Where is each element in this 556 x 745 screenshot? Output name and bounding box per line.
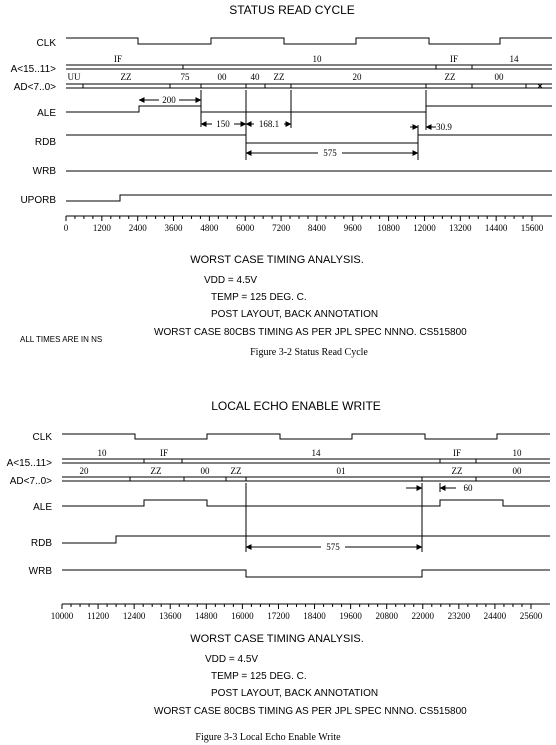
analysis-vdd: VDD = 4.5V	[205, 654, 259, 665]
ad-label: 00	[217, 72, 227, 82]
axis-tick-label: 9600	[343, 223, 362, 233]
rdb-waveform	[62, 536, 550, 543]
wrb-waveform	[62, 570, 550, 577]
figure-status-read-cycle	[11, 3, 552, 358]
signal-label-ale: ALE	[37, 108, 56, 119]
analysis-block	[20, 254, 467, 344]
axis-tick-label: 18400	[303, 611, 326, 621]
analysis-block	[154, 633, 467, 717]
axis-tick-label: 13200	[449, 223, 472, 233]
ale-waveform	[62, 500, 550, 506]
signal-label-wrb: WRB	[32, 166, 56, 177]
analysis-spec: WORST CASE 80CBS TIMING AS PER JPL SPEC NNNO. CS515800	[154, 327, 467, 338]
axis-tick-label: 7200	[272, 223, 291, 233]
ad-bus-waveform	[62, 477, 550, 481]
ad-label: ZZ	[120, 72, 132, 82]
addr-bus-waveform	[66, 65, 552, 69]
signal-label-clk: CLK	[36, 38, 56, 49]
addr-label: 10	[312, 54, 322, 64]
figure-local-echo-enable-write	[7, 399, 550, 743]
addr-label: 14	[311, 448, 321, 458]
axis-ticks	[62, 604, 531, 609]
ad-label: 00	[512, 466, 522, 476]
signal-label-uporb: UPORB	[20, 195, 56, 206]
figure2-caption: Figure 3-3 Local Echo Enable Write	[195, 732, 341, 743]
analysis-temp: TEMP = 125 DEG. C.	[211, 292, 307, 303]
axis-tick-label: 13600	[158, 611, 182, 621]
annotation-168: 168.1	[258, 119, 280, 129]
axis-tick-label: 15600	[520, 223, 544, 233]
axis-tick-labels	[64, 223, 544, 233]
axis-tick-label: 10000	[50, 611, 74, 621]
ad-label: 00	[200, 466, 210, 476]
axis-tick-label: 12000	[413, 223, 436, 233]
ad-label: ZZ	[230, 466, 242, 476]
annotation-150: 150	[216, 119, 230, 129]
axis-tick-label: 0	[63, 223, 69, 233]
analysis-layout: POST LAYOUT, BACK ANNOTATION	[211, 688, 379, 699]
analysis-temp: TEMP = 125 DEG. C.	[211, 671, 307, 682]
annotation-575: 575	[326, 542, 340, 552]
ad-label: ZZ	[273, 72, 285, 82]
axis-tick-label: 16000	[231, 611, 254, 621]
axis-tick-label: 24400	[483, 611, 507, 621]
axis-tick-label: 22000	[411, 611, 435, 621]
analysis-spec: WORST CASE 80CBS TIMING AS PER JPL SPEC NNNO. CS515800	[154, 706, 467, 717]
clk-waveform	[66, 38, 552, 44]
signal-label-rdb: RDB	[30, 538, 52, 549]
axis-ticks	[66, 216, 532, 221]
uporb-waveform	[66, 195, 552, 201]
axis-tick-label: 25600	[519, 611, 543, 621]
addr-label: IF	[113, 54, 123, 64]
analysis-heading: WORST CASE TIMING ANALYSIS.	[190, 254, 364, 266]
signal-label-addr: A<15..11>	[10, 64, 56, 75]
analysis-vdd: VDD = 4.5V	[204, 275, 258, 286]
signal-label-ad: AD<7..0>	[13, 82, 56, 93]
ad-label: ZZ	[150, 466, 162, 476]
axis-tick-label: 11200	[86, 611, 110, 621]
axis-tick-label: 14800	[195, 611, 218, 621]
axis-tick-label: 10800	[377, 223, 400, 233]
ad-label: 20	[79, 466, 89, 476]
addr-bus-waveform	[62, 459, 550, 463]
annotation-575: 575	[323, 148, 337, 158]
signal-label-addr: A<15..11>	[6, 458, 52, 469]
axis-tick-label: 17200	[267, 611, 290, 621]
ad-bus-waveform	[66, 84, 552, 88]
axis-tick-label: 20800	[375, 611, 398, 621]
addr-label: 10	[97, 448, 107, 458]
signal-label-wrb: WRB	[28, 566, 52, 577]
analysis-heading: WORST CASE TIMING ANALYSIS.	[190, 633, 364, 645]
axis-tick-label: 19600	[339, 611, 362, 621]
addr-label: IF	[452, 448, 462, 458]
axis-tick-label: 14400	[484, 223, 508, 233]
timing-annotations	[139, 94, 436, 158]
axis-tick-label: 8400	[307, 223, 326, 233]
annotation-60: 60	[463, 483, 473, 493]
ad-label: ZZ	[444, 72, 456, 82]
axis-tick-labels	[51, 611, 543, 621]
reference-lines	[201, 90, 426, 160]
axis-tick-label: 4800	[200, 223, 219, 233]
axis-tick-label: 6000	[236, 223, 255, 233]
addr-label: IF	[449, 54, 459, 64]
rdb-waveform	[66, 135, 552, 143]
ale-waveform	[66, 106, 552, 112]
axis-tick-label: 23200	[447, 611, 471, 621]
timing-annotations	[246, 488, 456, 552]
figure1-title: STATUS READ CYCLE	[229, 3, 355, 17]
addr-label: 10	[512, 448, 522, 458]
addr-label: 14	[509, 54, 519, 64]
signal-label-ad: AD<7..0>	[9, 476, 52, 487]
annotation-30-9: 30.9	[436, 122, 452, 132]
figure1-caption: Figure 3-2 Status Read Cycle	[250, 347, 368, 358]
ad-label: 20	[352, 72, 362, 82]
clk-waveform	[62, 434, 550, 439]
ad-label: 00	[494, 72, 504, 82]
annotation-200: 200	[162, 95, 176, 105]
signal-label-rdb: RDB	[34, 137, 56, 148]
analysis-layout: POST LAYOUT, BACK ANNOTATION	[211, 309, 379, 320]
ad-label: ZZ	[451, 466, 463, 476]
ad-label: 01	[336, 466, 346, 476]
axis-tick-label: 3600	[164, 223, 183, 233]
ad-label: UU	[67, 72, 81, 82]
analysis-note: ALL TIMES ARE IN NS	[20, 335, 103, 344]
signal-label-clk: CLK	[32, 432, 52, 443]
figure2-title: LOCAL ECHO ENABLE WRITE	[211, 399, 381, 413]
axis-tick-label: 1200	[92, 223, 111, 233]
signal-label-ale: ALE	[33, 502, 52, 513]
ad-label: 75	[180, 72, 190, 82]
axis-tick-label: 2400	[128, 223, 147, 233]
ad-label: 40	[250, 72, 260, 82]
axis-tick-label: 12400	[122, 611, 146, 621]
addr-label: IF	[159, 448, 169, 458]
